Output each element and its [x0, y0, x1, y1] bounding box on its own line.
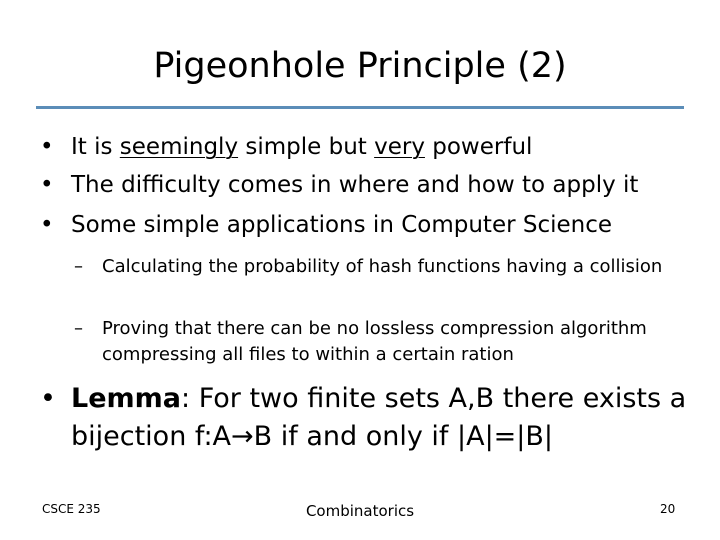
sub-bullet-text: Calculating the probability of hash functions having a collision: [102, 256, 663, 277]
footer-course: CSCE 235: [42, 502, 101, 516]
lemma-label: Lemma: [71, 383, 182, 414]
bullet-text-part: powerful: [424, 134, 533, 160]
dash-icon: –: [74, 256, 83, 277]
bullet-text-part: It is: [71, 134, 120, 160]
lemma-statement-end: B if and only if |A|=|B|: [253, 421, 554, 452]
bullet-text: [71, 132, 532, 162]
bullet-icon: •: [40, 172, 54, 198]
bullet-icon: •: [40, 383, 56, 414]
footer-page-number: 20: [660, 502, 676, 516]
bullet-text-underlined: very: [374, 134, 425, 160]
title-underline-rule: [36, 106, 684, 109]
slide-title: Pigeonhole Principle (2): [153, 46, 567, 86]
lemma-text: [71, 380, 691, 456]
dash-icon: –: [74, 318, 83, 339]
bullet-icon: •: [40, 212, 54, 238]
sub-bullet-text: Proving that there can be no lossless compression algorithm compressing all files to within a certain ration: [102, 318, 647, 365]
lemma-statement-start: : For two finite sets A,B there exists a bijection f:A: [71, 383, 687, 452]
arrow-icon: →: [231, 421, 254, 452]
bullet-icon: •: [40, 134, 54, 160]
footer-topic: Combinatorics: [305, 502, 415, 520]
bullet-text: Some simple applications in Computer Science: [71, 212, 613, 238]
bullet-text-underlined: seemingly: [119, 134, 239, 160]
bullet-text: The difficulty comes in where and how to apply it: [71, 172, 639, 198]
bullet-text-part: simple but: [238, 134, 375, 160]
